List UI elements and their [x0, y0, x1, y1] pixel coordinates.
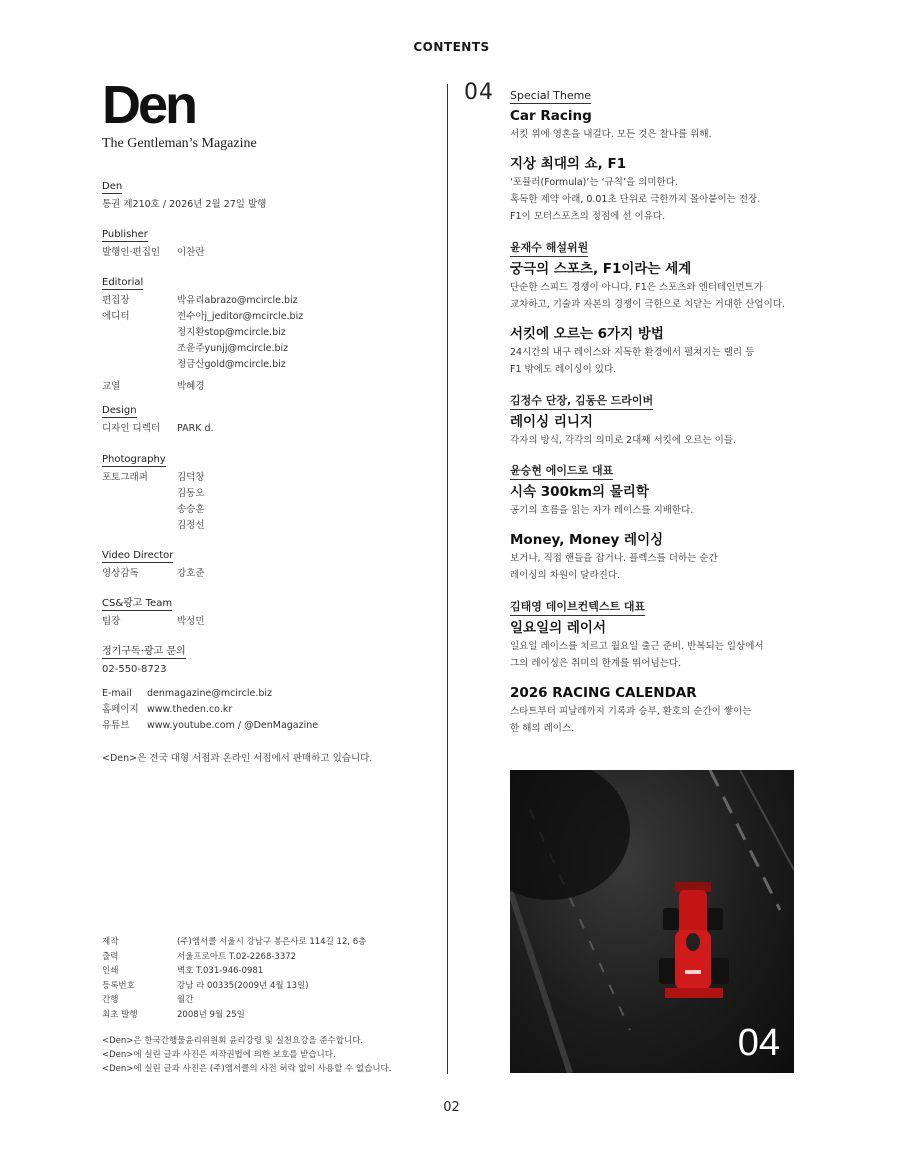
column-divider [447, 84, 448, 1074]
credit-name: 박유리abrazo@mcircle.biz [177, 295, 298, 306]
article-desc: F1이 모터스포츠의 정점에 선 이유다. [510, 211, 666, 222]
colophon-label: 최초 발행 [102, 1009, 138, 1020]
article-desc: 레이싱의 차원이 달라진다. [510, 570, 621, 581]
article-label: 김태영 데이브컨텍스트 대표 [510, 598, 645, 616]
photo-number: 04 [737, 1022, 780, 1064]
contact-row [102, 702, 422, 718]
article-title: 서킷에 오르는 6가지 방법 [510, 326, 664, 342]
article-desc: 혹독한 제약 아래, 0.01초 단위로 극한까지 몰아붙이는 전장. [510, 194, 761, 205]
article-title: 일요일의 레이서 [510, 620, 606, 636]
credit-role: 발행인·편집인 [102, 247, 161, 258]
colophon-row [102, 950, 422, 965]
legal-note: <Den>에 실린 글과 사진은 (주)엠서클의 사전 허락 없이 사용할 수 없습니다. [102, 1064, 392, 1074]
credit-name: 전수아j_jeditor@mcircle.biz [177, 311, 304, 322]
subscribe-block [102, 639, 422, 678]
article-racing-calendar[interactable] [510, 681, 810, 737]
article-desc: 스타트부터 피날레까지 기록과 승부, 환호의 순간이 쌓이는 [510, 706, 752, 717]
credit-name: 박성민 [177, 616, 205, 627]
article-ultimate-sport[interactable] [510, 236, 810, 313]
legal-notes [102, 1034, 432, 1076]
credit-row [102, 379, 422, 395]
photography-title: Photography [102, 454, 166, 465]
colophon-value: 월간 [177, 995, 194, 1005]
article-title: Car Racing [510, 108, 592, 124]
issue-number: 04 [464, 80, 494, 105]
den-info-block [102, 174, 422, 213]
page-number: 02 [443, 1100, 460, 1115]
legal-note: <Den>에 실린 글과 사진은 저작권법에 의한 보호를 받습니다. [102, 1050, 336, 1060]
publisher-block [102, 222, 422, 261]
article-desc: 서킷 위에 영혼을 내걸다. 모든 것은 찰나를 위해. [510, 129, 712, 140]
contact-row [102, 686, 422, 702]
credit-role: 영상감독 [102, 568, 139, 579]
credit-row [102, 566, 422, 582]
credit-name: 강호준 [177, 568, 205, 579]
credit-row [102, 357, 422, 373]
cs-block [102, 591, 422, 630]
article-desc: 그의 레이싱은 취미의 한계를 뛰어넘는다. [510, 658, 682, 669]
credit-role [102, 357, 177, 373]
article-f1-show[interactable] [510, 152, 810, 225]
colophon-row [102, 993, 422, 1008]
article-desc: 한 해의 레이스. [510, 723, 575, 734]
video-title: Video Director [102, 550, 174, 561]
credit-name: 정금산gold@mcircle.biz [177, 359, 286, 370]
subscribe-title: 정기구독·광고 문의 [102, 642, 186, 659]
credit-row [102, 614, 422, 630]
race-car-photo [510, 770, 794, 1073]
contact-email[interactable]: denmagazine@mcircle.biz [147, 688, 273, 699]
article-label: 윤재수 해설위원 [510, 239, 588, 257]
credit-role: 에디터 [102, 311, 130, 322]
credit-row [102, 518, 422, 534]
masthead [102, 75, 432, 152]
colophon-row [102, 935, 422, 950]
colophon-label: 간행 [102, 995, 119, 1005]
store-note-block [102, 751, 422, 767]
contact-block [102, 686, 422, 734]
credit-role: 팀장 [102, 616, 121, 627]
cs-title: CS&광고 Team [102, 594, 172, 611]
credit-row [102, 245, 422, 261]
contact-website[interactable]: www.theden.co.kr [147, 704, 233, 715]
article-desc: 보거나, 직접 핸들을 잡거나. 플렉스를 더하는 순간 [510, 553, 718, 564]
credit-role [102, 325, 177, 341]
credit-row [102, 486, 422, 502]
contact-row [102, 718, 422, 734]
credit-row [102, 293, 422, 309]
credit-role: 디자인 디렉터 [102, 423, 161, 434]
credit-name: 송승훈 [177, 504, 205, 515]
article-label: 윤승현 에이드로 대표 [510, 462, 613, 480]
article-title: 지상 최대의 쇼, F1 [510, 156, 627, 172]
credit-row [102, 421, 422, 437]
article-sunday-racer[interactable] [510, 595, 810, 672]
contact-label: 홈페이지 [102, 704, 139, 715]
design-title: Design [102, 405, 137, 416]
credit-row [102, 341, 422, 357]
credit-row [102, 502, 422, 518]
publisher-title: Publisher [102, 229, 148, 240]
article-six-ways[interactable] [510, 322, 810, 378]
credit-name: 조윤주yunjj@mcircle.biz [177, 343, 289, 354]
article-label: 김정수 단장, 김동은 드라이버 [510, 392, 653, 410]
article-desc: 공기의 흐름을 읽는 자가 레이스를 지배한다. [510, 505, 694, 516]
subscribe-phone: 02-550-8723 [102, 664, 167, 675]
contact-youtube[interactable]: www.youtube.com / @DenMagazine [147, 720, 319, 731]
colophon-row [102, 1008, 422, 1023]
colophon-value: 강남 라 00335(2009년 4월 13일) [177, 980, 309, 991]
credit-name: PARK d. [177, 423, 214, 434]
den-info-title: Den [102, 181, 123, 192]
legal-note: <Den>은 한국간행물윤리위원회 윤리강령 및 실천요강을 준수합니다. [102, 1036, 364, 1046]
colophon-row [102, 964, 422, 979]
colophon [102, 935, 422, 1022]
editorial-title: Editorial [102, 277, 144, 288]
credit-role [102, 518, 177, 534]
design-block [102, 398, 422, 437]
colophon-value: 벽호 T.031-946-0981 [177, 966, 264, 976]
article-racing-lineage[interactable] [510, 389, 810, 449]
colophon-value: (주)엠서클 서울시 강남구 봉은사로 114길 12, 6층 [177, 937, 367, 947]
credit-row [102, 325, 422, 341]
credit-name: 박혜경 [177, 381, 205, 392]
credit-name: 김덕창 [177, 472, 205, 483]
credit-role [102, 486, 177, 502]
credit-row [102, 309, 422, 325]
colophon-value: 서울프로아트 T.02-2268-3372 [177, 951, 297, 962]
credit-role [102, 502, 177, 518]
video-block [102, 543, 422, 582]
article-desc: ‘포뮬러(Formula)’는 ‘규칙’을 의미한다. [510, 177, 678, 188]
credit-role: 교열 [102, 381, 121, 392]
article-title: 레이싱 리니지 [510, 414, 593, 430]
credit-role: 포토그래퍼 [102, 472, 148, 483]
article-desc: F1 밖에도 레이싱이 있다. [510, 364, 617, 375]
article-money-racing[interactable] [510, 528, 810, 584]
article-physics-300km[interactable] [510, 459, 810, 519]
colophon-label: 등록번호 [102, 980, 135, 991]
credit-name: 김동오 [177, 488, 205, 499]
colophon-label: 제작 [102, 937, 119, 947]
article-desc: 각자의 방식, 각각의 의미로 2대째 서킷에 오르는 이들. [510, 435, 736, 446]
credit-name: 김정선 [177, 520, 205, 531]
editorial-block [102, 270, 422, 395]
colophon-row [102, 979, 422, 994]
page-header: CONTENTS [413, 40, 490, 54]
article-desc: 교차하고, 기술과 자본의 경쟁이 극한으로 치닫는 거대한 산업이다. [510, 299, 785, 310]
store-note: <Den>은 전국 대형 서점과 온라인 서점에서 판매하고 있습니다. [102, 753, 373, 764]
article-desc: 24시간의 내구 레이스와 지독한 환경에서 펼쳐지는 랠리 등 [510, 347, 755, 358]
colophon-value: 2008년 9월 25일 [177, 1009, 245, 1020]
credit-role [102, 341, 177, 357]
contact-label: E-mail [102, 688, 132, 699]
credit-row [102, 470, 422, 486]
article-title: 궁극의 스포츠, F1이라는 세계 [510, 261, 692, 277]
credit-role: 편집장 [102, 295, 130, 306]
credit-name: 이찬란 [177, 247, 205, 258]
article-desc: 일요일 레이스를 치르고 월요일 출근 준비. 반복되는 일상에서 [510, 641, 764, 652]
article-desc: 단순한 스피드 경쟁이 아니다. F1은 스포츠와 엔터테인먼트가 [510, 282, 763, 293]
article-title: 시속 300km의 물리학 [510, 484, 649, 500]
contact-label: 유튜브 [102, 720, 130, 731]
den-info-text: 통권 제210호 / 2026년 2월 27일 발행 [102, 199, 267, 210]
den-logo: Den [102, 75, 196, 135]
article-title: 2026 RACING CALENDAR [510, 685, 697, 701]
tagline: The Gentleman’s Magazine [102, 136, 257, 151]
article-label: Special Theme [510, 89, 592, 102]
article-title: Money, Money 레이싱 [510, 532, 664, 548]
credit-name: 정지환stop@mcircle.biz [177, 327, 286, 338]
article-special-theme[interactable] [510, 84, 810, 143]
photography-block [102, 447, 422, 534]
colophon-label: 인쇄 [102, 966, 119, 976]
colophon-label: 출력 [102, 951, 119, 962]
